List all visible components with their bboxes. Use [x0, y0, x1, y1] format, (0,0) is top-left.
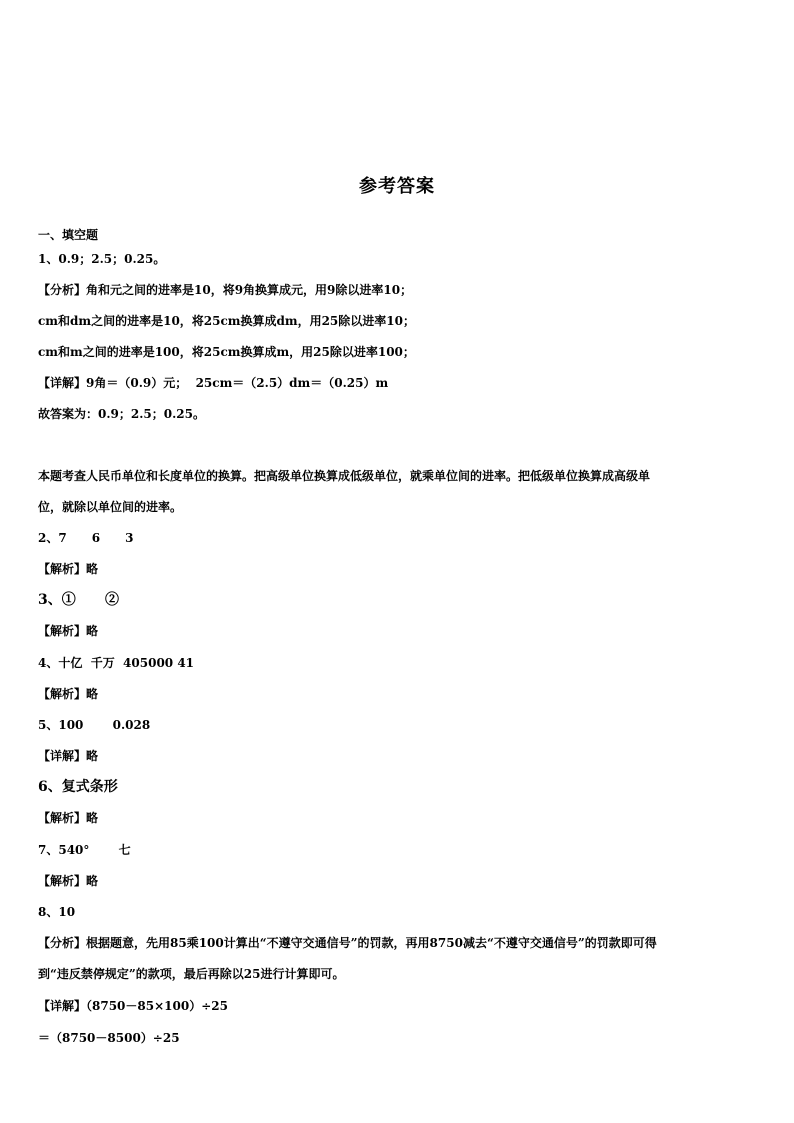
- page-title: 参考答案: [359, 176, 435, 197]
- analysis-line: cm和dm之间的进率是10，将25cm换算成dm，用25除以进率10；: [38, 314, 415, 328]
- summary-line: 位，就除以单位间的进率。: [38, 500, 183, 514]
- answer-7: 7、540° 七: [38, 843, 131, 857]
- explanation-line: 【解析】略: [38, 562, 99, 576]
- detail-line: 【详解】9角＝（0.9）元； 25cm＝（2.5）dm＝（0.25）m: [38, 376, 389, 390]
- conclusion-line: 故答案为：0.9；2.5；0.25。: [38, 407, 205, 421]
- answer-2: 2、7 6 3: [38, 531, 134, 545]
- explanation-line: 【解析】略: [38, 687, 99, 701]
- explanation-line: 【解析】略: [38, 624, 99, 638]
- calculation-line: ＝（8750－8500）÷25: [38, 1031, 180, 1045]
- analysis-line: 【分析】根据题意，先用85乘100计算出“不遵守交通信号”的罚款，再用8750减去“不遵守交通信号”的罚款即可得: [38, 936, 657, 950]
- answer-6: 6、复式条形: [38, 779, 118, 795]
- detail-line: 【详解】（8750－85×100）÷25: [38, 999, 228, 1013]
- explanation-line: 【解析】略: [38, 874, 99, 888]
- answer-8: 8、10: [38, 905, 76, 919]
- answer-1: 1、0.9；2.5；0.25。: [38, 252, 166, 266]
- summary-line: 本题考查人民币单位和长度单位的换算。把高级单位换算成低级单位，就乘单位间的进率。把低级单位换算成高级单: [38, 469, 651, 483]
- analysis-line: 【分析】角和元之间的进率是10，将9角换算成元，用9除以进率10；: [38, 283, 413, 297]
- explanation-line: 【解析】略: [38, 811, 99, 825]
- analysis-line: cm和m之间的进率是100，将25cm换算成m，用25除以进率100；: [38, 345, 415, 359]
- answer-4: 4、十亿 千万 405000 41: [38, 656, 195, 670]
- answer-3: 3、① ②: [38, 592, 119, 608]
- detail-line: 【详解】略: [38, 749, 99, 763]
- section-heading: 一、填空题: [38, 228, 99, 242]
- answer-5: 5、100 0.028: [38, 718, 151, 732]
- analysis-line: 到“违反禁停规定”的款项，最后再除以25进行计算即可。: [38, 967, 345, 981]
